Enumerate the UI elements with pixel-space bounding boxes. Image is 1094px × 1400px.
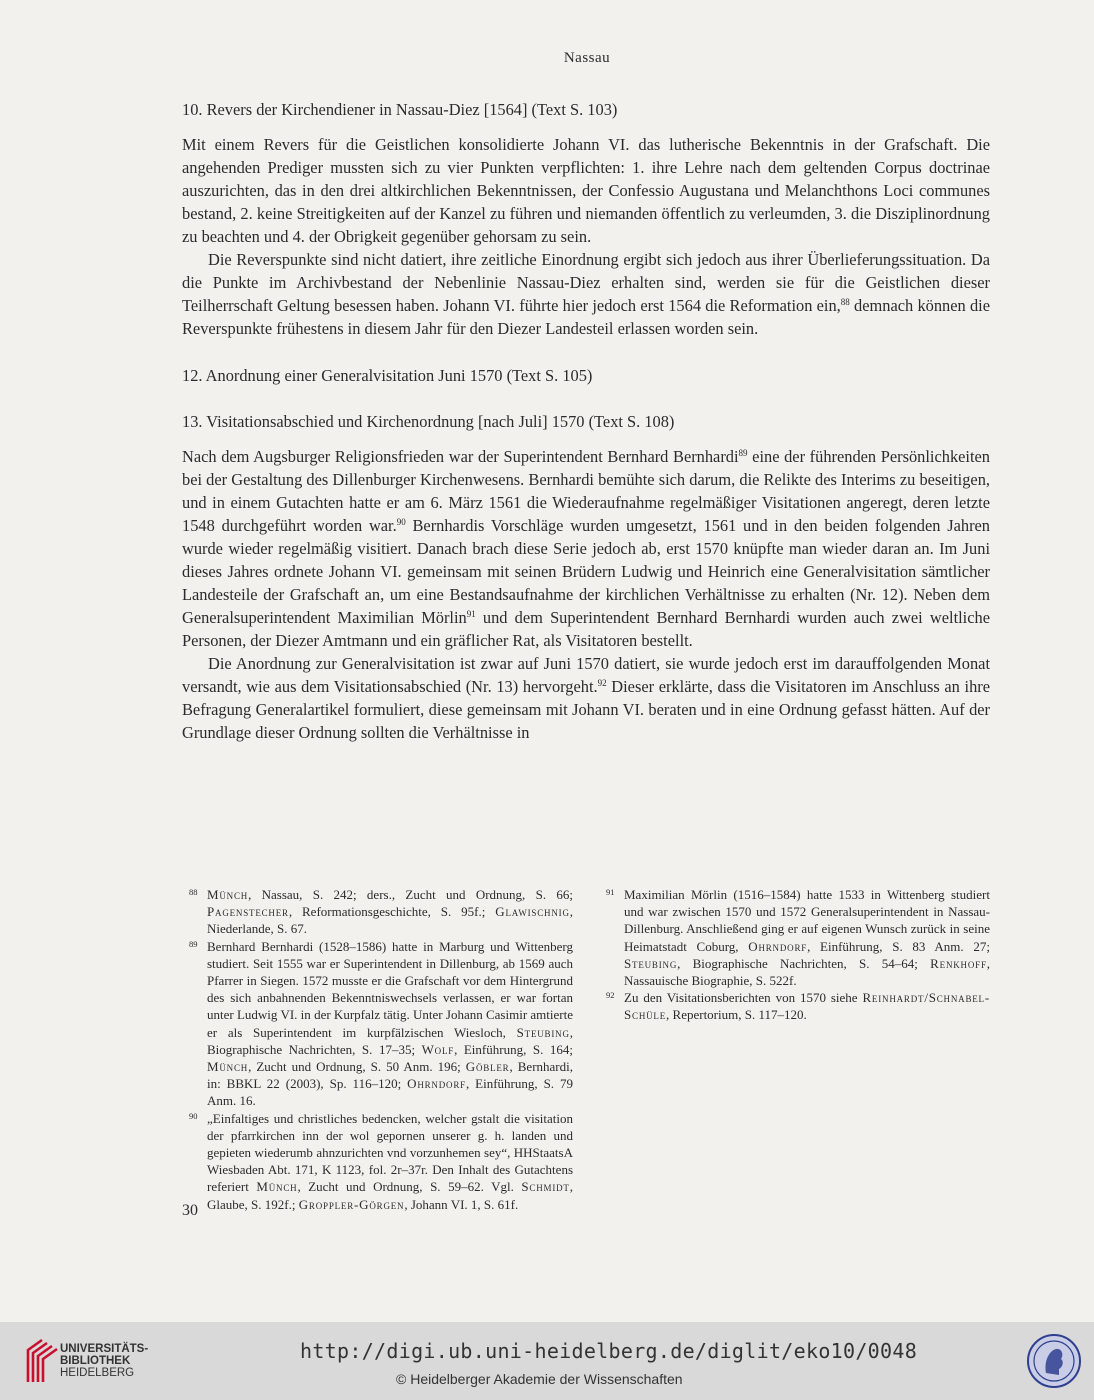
footnote-ref[interactable]: 90 [396,517,406,527]
footnote-ref[interactable]: 91 [466,609,476,619]
footnote-92: 92 Zu den Visitationsberichten von 1570 siehe Reinhardt/Schnabel-Schüle, Repertorium, S. 117–120. [606,990,990,1023]
footnotes-right-column [606,886,990,1024]
library-name: UNIVERSITÄTS- BIBLIOTHEK HEIDELBERG [60,1343,149,1379]
section-heading-10: 10. Revers der Kirchendiener in Nassau-Diez [1564] (Text S. 103) [182,100,618,119]
copyright-notice: © Heidelberger Akademie der Wissenschaften [396,1371,683,1387]
paragraph: Mit einem Revers für die Geistlichen konsolidierte Johann VI. das lutherische Bekenntnis in der Grafschaft. Die angehenden Prediger mussten sich zu vier Punkten verpflichten: 1. ihre Lehre nach dem geltenden Corpus doctrinae auszurichten, das in den drei altkirchlichen Bekenntnissen, der Confessio Augustana und Melanchthons Loci communes bestand, 2. keine Streitigkeiten auf der Kanzel zu führen und niemanden öffentlich zu verleumden, 3. die Disziplinordnung zu beachten und 4. der Obrigkeit gegenüber gehorsam zu sein. [182,135,990,246]
footnotes-left-column [189,886,573,1213]
page-number: 30 [182,1202,198,1219]
permalink-url[interactable]: http://digi.ub.uni-heidelberg.de/diglit/eko10/0048 [300,1339,918,1363]
section-heading-13: 13. Visitationsabschied und Kirchenordnung [nach Juli] 1570 (Text S. 108) [182,412,675,431]
footnote-89: 89 Bernhard Bernhardi (1528–1586) hatte in Marburg und Wittenberg studiert. Seit 1555 war er Superintendent in Dillenburg, ab 1569 auch Pfarrer in Siegen. 1572 musste er die Grafschaft vor dem Hintergrund des sich anbahnenden Bekenntniswechsels verlassen, er war fortan unter Ludwig VI. in der Kurpfalz tätig. Unter Johann Casimir amtierte er als Superintendent im kurpfälzischen Wiesloch, Steubing, Biographische Nachrichten, S. 17–35; Wolf, Einführung, S. 164; Münch, Zucht und Ordnung, S. 50 Anm. 196; Göbler, Bernhardi, in: BBKL 22 (2003), Sp. 116–120; Ohrndorf, Einführung, S. 79 Anm. 16. [189,938,573,1109]
university-seal-icon [1026,1333,1082,1389]
footnote-90: 90 „Einfaltiges und christliches bedencken, welcher gstalt die visitation der pfarrkirchen inn der wol gepornen unserer g. h. landen und gepieten wiederumb ahnzurichten vnd vorzunhemen sey“, HHStaatsA Wiesbaden Abt. 171, K 1123, fol. 2r–37r. Den Inhalt des Gutachtens referiert Münch, Zucht und Ordnung, S. 59–62. Vgl. Schmidt, Glaube, S. 192f.; Groppler-Görgen, Johann VI. 1, S. 61f. [189,1110,573,1212]
paragraph: Die Anordnung zur Generalvisitation ist zwar auf Juni 1570 datiert, sie wurde jedoch erst im darauffolgenden Monat versandt, wie aus dem Visitationsabschied (Nr. 13) hervorgeht.$^{92}$ Dieser erklärte, dass die Visitatoren im Anschluss an ihre Befragung Generalartikel formuliert, diese gemeinsam mit Johann VI. beraten und in eine Ordnung gefasst hätten. Auf der Grundlage dieser Ordnung sollten die Verhältnisse in [182,654,990,742]
section-heading-12: 12. Anordnung einer Generalvisitation Juni 1570 (Text S. 105) [182,366,593,385]
main-text [182,98,990,744]
footnote-ref[interactable]: 89 [738,448,748,458]
paragraph: Nach dem Augsburger Religionsfrieden war der Superintendent Bernhard Bernhardi$^{89}$ eine der führenden Persönlichkeiten bei der Gestaltung des Dillenburger Kirchenwesens. Bernhardi bemühte sich darum, die Relikte des Interims zu beseitigen, und in einem Gutachten hatte er am 6. März 1561 die Wiederaufnahme regelmäßiger Visitationen angeregt, deren letzte 1548 durchgeführt worden war.$^{90}$ Bernhardis Vorschläge wurden umgesetzt, 1561 und in den beiden folgenden Jahren wurde wieder regelmäßig visitiert. Danach brach diese Serie jedoch ab, erst 1570 knüpfte man wieder daran an. Im Juni dieses Jahres ordnete Johann VI. gemeinsam mit seinen Brüdern Ludwig und Heinrich eine Generalvisitation sämtlicher Landesteile der Grafschaft an, um eine Bestandsaufnahme der kirchlichen Verhältnisse zu erhalten (Nr. 12). Neben dem Generalsuperintendent Maximilian Mörlin$^{91}$ und dem Superintendent Bernhard Bernhardi wurden auch zwei weltliche Personen, der Diezer Amtmann und ein gräflicher Rat, als Visitatoren bestellt. [182,447,990,650]
paragraph: Die Reverspunkte sind nicht datiert, ihre zeitliche Einordnung ergibt sich jedoch aus ihrer Überlieferungssituation. Da die Punkte im Archivbestand der Nebenlinie Nassau-Diez erhalten sind, werden sie für die Geistlichen dieser Teilherrschaft Geltung besessen haben. Johann VI. führte hier jedoch erst 1564 die Reformation ein,$^{88}$ demnach können die Reverspunkte frühestens in diesem Jahr für den Diezer Landesteil erlassen worden sein. [182,250,990,338]
running-head: Nassau [563,50,611,66]
footnote-91: 91 Maximilian Mörlin (1516–1584) hatte 1533 in Wittenberg studiert und war zwischen 1570 und 1572 Generalsuperintendent in Nassau-Dillenburg. Anschließend ging er auf eigenen Wunsch zurück in seine Heimatstadt Coburg, Ohrndorf, Einführung, S. 83 Anm. 27; Steubing, Biographische Nachrichten, S. 54–64; Renkhoff, Nassauische Biographie, S. 522f. [606,887,990,989]
footnote-ref[interactable]: 88 [840,297,850,307]
footnote-88: 88 Münch, Nassau, S. 242; ders., Zucht und Ordnung, S. 66; Pagenstecher, Reformationsgeschichte, S. 95f.; Glawischnig, Niederlande, S. 67. [189,887,573,937]
footnote-ref[interactable]: 92 [597,678,607,688]
